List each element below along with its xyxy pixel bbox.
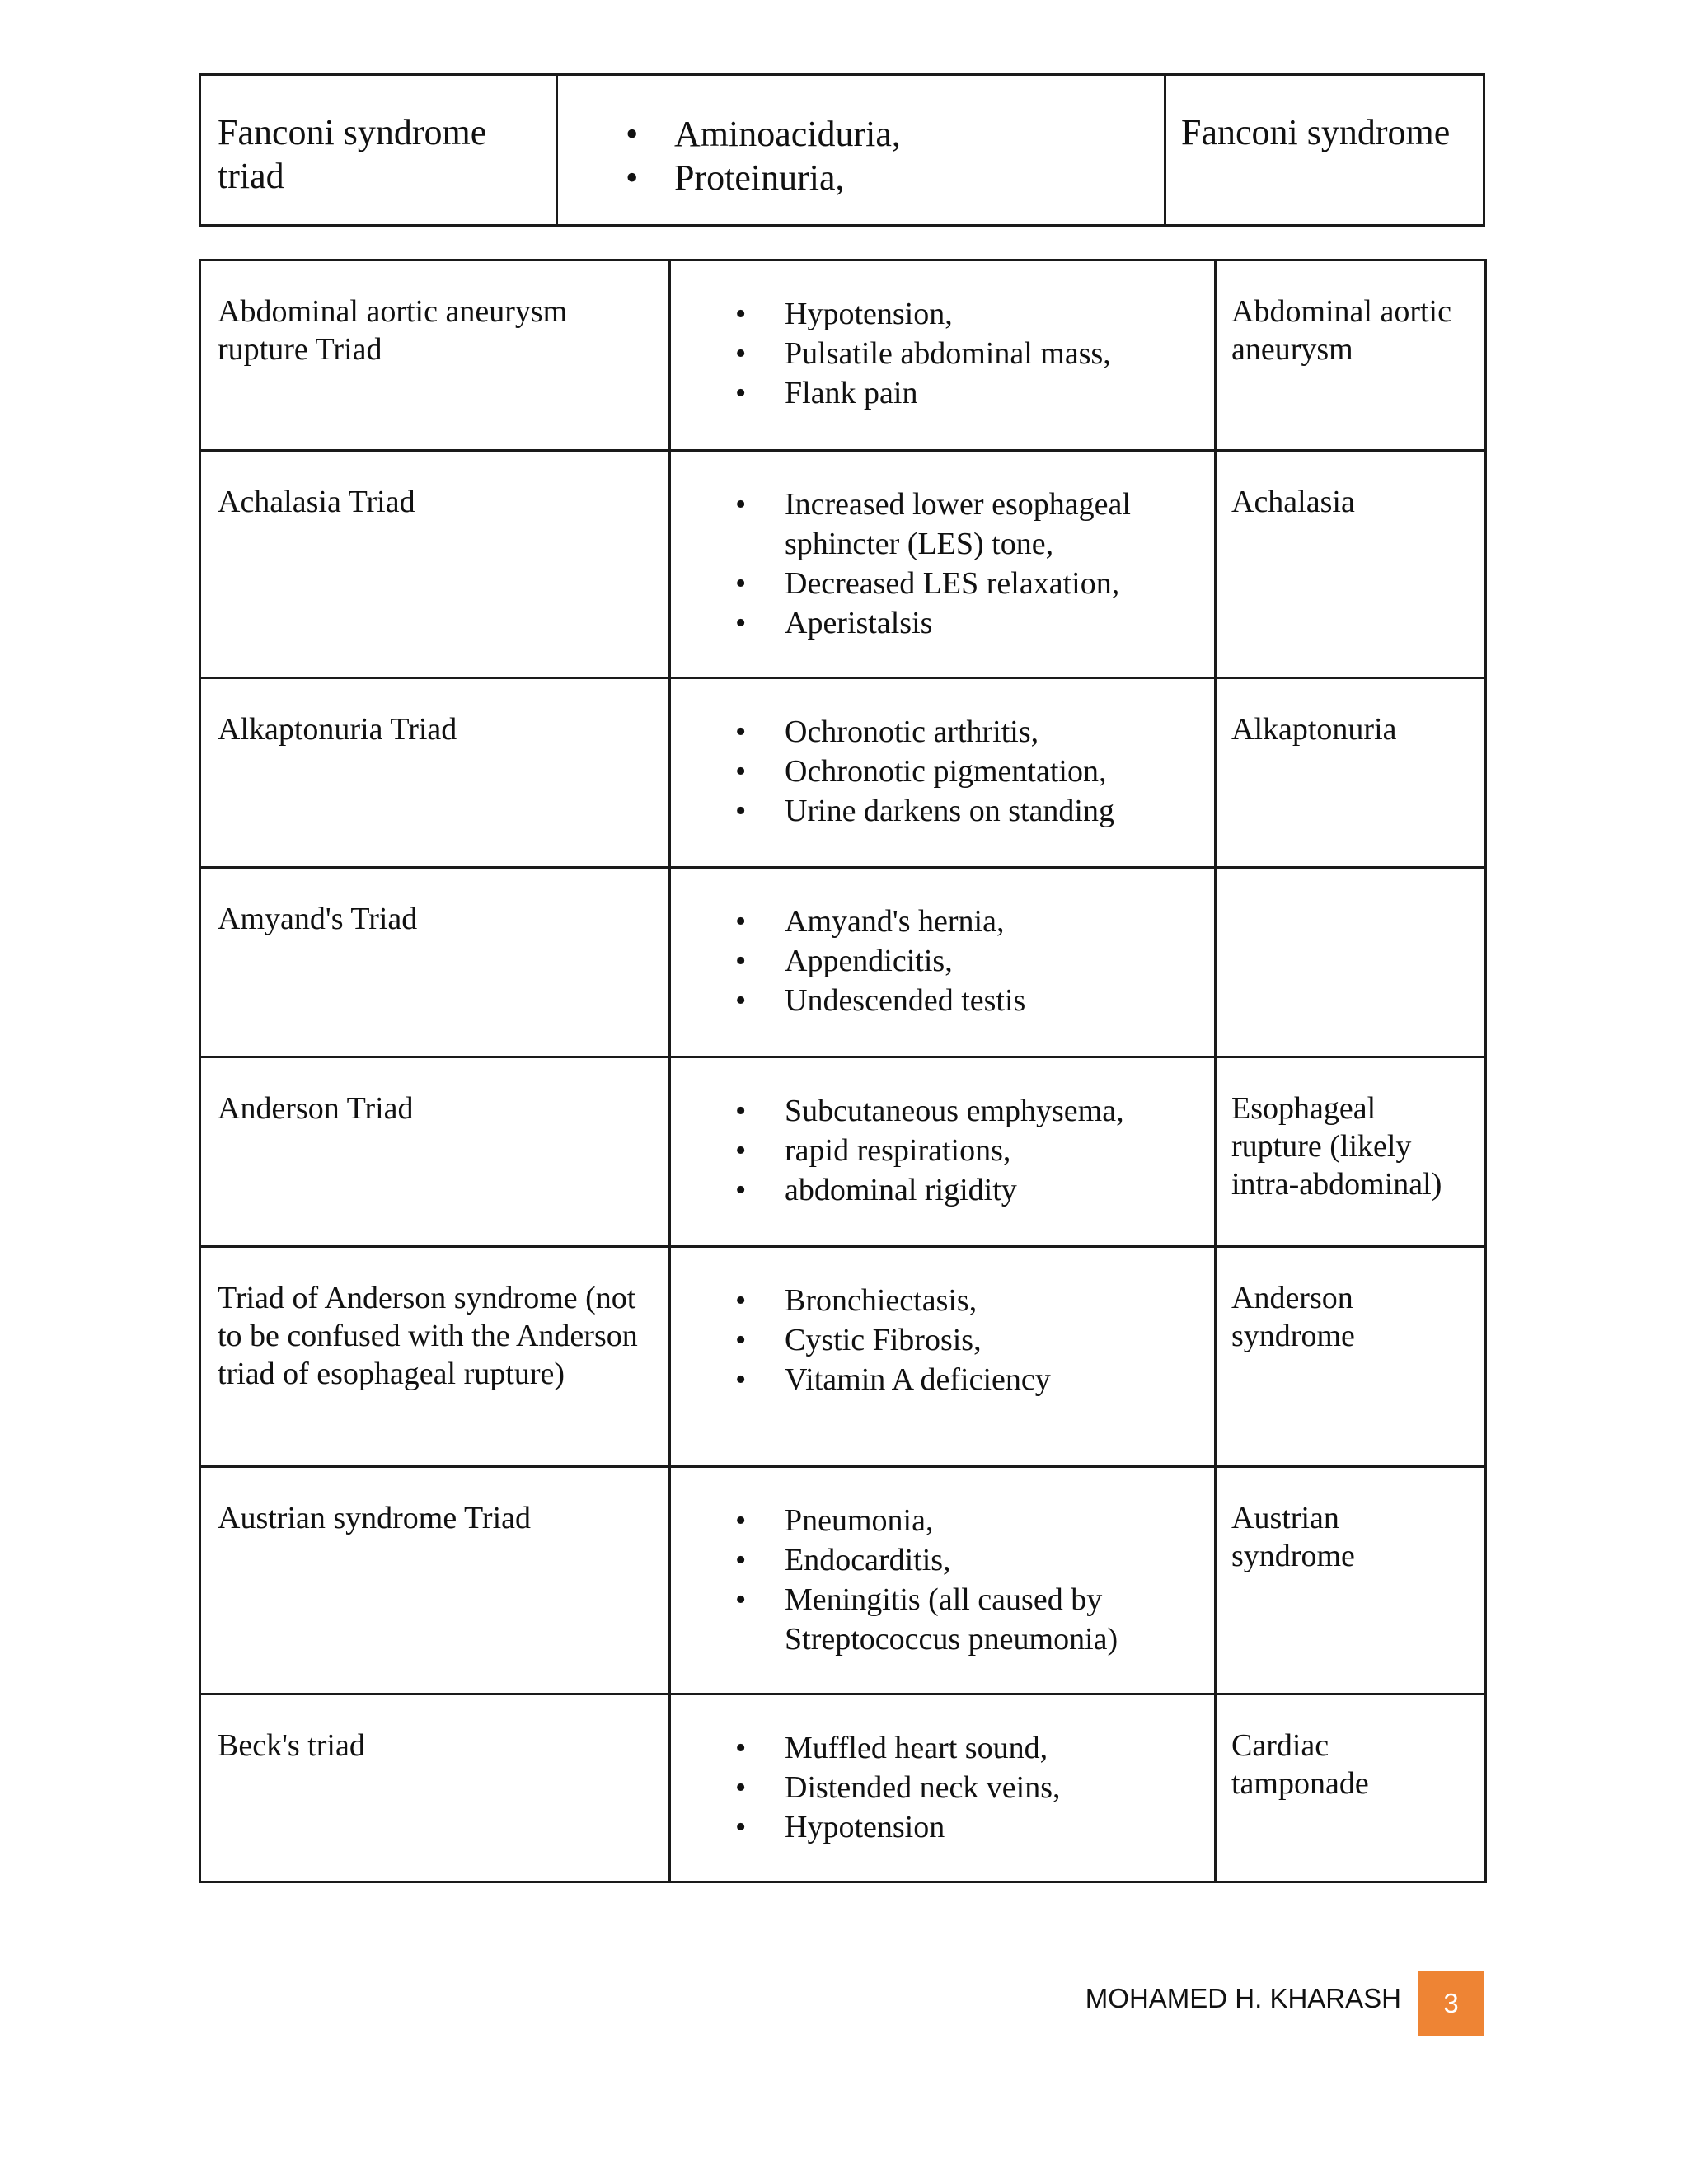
list-item: • Aminoaciduria, <box>558 112 1164 156</box>
condition-name: Achalasia <box>1231 485 1355 519</box>
list-item: • Decreased LES relaxation, <box>671 564 1214 603</box>
condition-cell <box>1216 1694 1486 1882</box>
triad-name-cell <box>200 1247 670 1467</box>
triad-signs-cell <box>670 1694 1216 1882</box>
triad-name: Anderson Triad <box>218 1091 414 1126</box>
condition-cell <box>1216 1467 1486 1694</box>
list-item: • Aperistalsis <box>671 603 1214 643</box>
triad-name-cell <box>200 1467 670 1694</box>
table-row <box>200 678 1486 868</box>
condition-cell <box>1216 1247 1486 1467</box>
condition-name: Abdominal aortic aneurysm <box>1231 294 1451 367</box>
condition-cell <box>1216 260 1486 451</box>
list-item: • Distended neck veins, <box>671 1768 1214 1807</box>
condition-name: Austrian syndrome <box>1231 1501 1355 1573</box>
list-item: • Pneumonia, <box>671 1501 1214 1540</box>
triad-name: Beck's triad <box>218 1728 365 1763</box>
list-item: • rapid respirations, <box>671 1131 1214 1170</box>
triad-name-cell <box>200 868 670 1057</box>
triad-signs-cell <box>557 75 1165 226</box>
signs-list <box>671 261 1214 413</box>
list-item: • Undescended testis <box>671 981 1214 1020</box>
signs-list <box>671 452 1214 643</box>
triad-signs-cell <box>670 1057 1216 1247</box>
list-item: • Ochronotic pigmentation, <box>671 752 1214 791</box>
list-item: • Urine darkens on standing <box>671 791 1214 831</box>
signs-list <box>671 679 1214 831</box>
triad-signs-cell <box>670 1247 1216 1467</box>
list-item: • Amyand's hernia, <box>671 902 1214 941</box>
list-item: • Bronchiectasis, <box>671 1281 1214 1320</box>
triad-signs-cell <box>670 678 1216 868</box>
signs-list <box>671 869 1214 1020</box>
condition-name: Fanconi syndrome <box>1181 112 1451 152</box>
triad-name-cell <box>200 1694 670 1882</box>
triad-name: Triad of Anderson syndrome (not to be confused with the Anderson triad of esophageal rupture) <box>218 1281 638 1391</box>
triad-signs-cell <box>670 260 1216 451</box>
triad-name-cell <box>200 451 670 678</box>
fanconi-table <box>199 73 1485 227</box>
condition-name: Alkaptonuria <box>1231 712 1397 747</box>
list-item: • Increased lower esophageal sphincter (LES) tone, <box>671 485 1214 564</box>
signs-list <box>671 1695 1214 1847</box>
signs-list <box>671 1468 1214 1659</box>
triad-signs-cell <box>670 1467 1216 1694</box>
triad-name: Achalasia Triad <box>218 485 415 519</box>
condition-cell <box>1216 678 1486 868</box>
triad-name-cell <box>200 75 557 226</box>
signs-list <box>558 76 1164 199</box>
condition-cell <box>1165 75 1484 226</box>
condition-cell <box>1216 451 1486 678</box>
list-item: • Meningitis (all caused by Streptococcus pneumonia) <box>671 1580 1214 1659</box>
condition-cell <box>1216 868 1486 1057</box>
triad-name: Alkaptonuria Triad <box>218 712 457 747</box>
signs-list <box>671 1058 1214 1210</box>
condition-cell <box>1216 1057 1486 1247</box>
list-item: • Hypotension, <box>671 294 1214 334</box>
condition-name: Anderson syndrome <box>1231 1281 1355 1353</box>
condition-name: Cardiac tamponade <box>1231 1728 1369 1801</box>
condition-name: Esophageal rupture (likely intra-abdominal) <box>1231 1091 1442 1202</box>
triad-signs-cell <box>670 451 1216 678</box>
list-item: • Muffled heart sound, <box>671 1728 1214 1768</box>
triad-name: Amyand's Triad <box>218 902 418 936</box>
triad-name: Fanconi syndrome triad <box>218 112 487 196</box>
triad-signs-cell <box>670 868 1216 1057</box>
list-item: • Flank pain <box>671 373 1214 413</box>
list-item: • Endocarditis, <box>671 1540 1214 1580</box>
table-row <box>200 868 1486 1057</box>
triad-name: Austrian syndrome Triad <box>218 1501 531 1535</box>
table-row <box>200 260 1486 451</box>
triad-name-cell <box>200 260 670 451</box>
list-item: • Vitamin A deficiency <box>671 1360 1214 1399</box>
list-item: • Subcutaneous emphysema, <box>671 1091 1214 1131</box>
table-row <box>200 1247 1486 1467</box>
list-item: • Appendicitis, <box>671 941 1214 981</box>
signs-list <box>671 1248 1214 1399</box>
list-item: • Pulsatile abdominal mass, <box>671 334 1214 373</box>
triad-name-cell <box>200 1057 670 1247</box>
triad-name-cell <box>200 678 670 868</box>
list-item: • Proteinuria, <box>558 156 1164 199</box>
page-number-badge: 3 <box>1418 1971 1484 2036</box>
triads-table <box>199 259 1487 1883</box>
table-row <box>200 1694 1486 1882</box>
triad-name: Abdominal aortic aneurysm rupture Triad <box>218 294 568 367</box>
list-item: • Ochronotic arthritis, <box>671 712 1214 752</box>
condition-name <box>1217 869 1484 900</box>
list-item: • abdominal rigidity <box>671 1170 1214 1210</box>
footer-author: MOHAMED H. KHARASH <box>1085 1983 1401 2013</box>
table-row <box>200 75 1484 226</box>
table-row <box>200 1057 1486 1247</box>
list-item: • Hypotension <box>671 1807 1214 1847</box>
list-item: • Cystic Fibrosis, <box>671 1320 1214 1360</box>
table-row <box>200 451 1486 678</box>
table-row <box>200 1467 1486 1694</box>
